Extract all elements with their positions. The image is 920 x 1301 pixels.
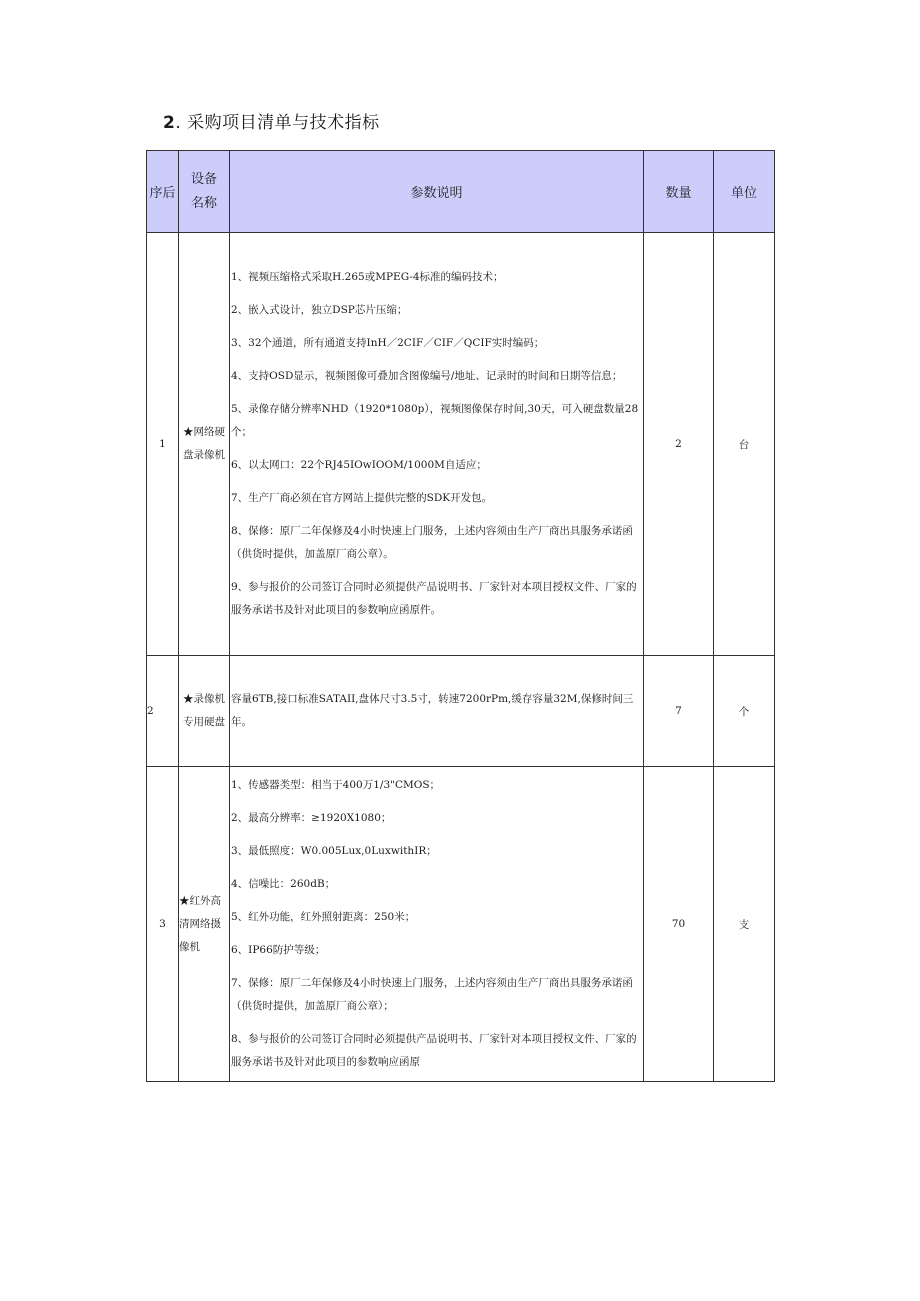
spec-line: 5、录像存储分辨率NHD（1920*1080p），视频图像保存时间,30天，可入硬盘数量28个； bbox=[231, 403, 639, 438]
section-number: 2 bbox=[163, 113, 176, 133]
row-index: 3 bbox=[147, 767, 179, 1082]
spec-line: 1、视频压缩格式采取H.265或MPEG-4标准的编码技术； bbox=[231, 271, 504, 283]
spec-line: 3、32个通道，所有通道支持InH／2CIF／CIF／QCIF实时编码； bbox=[231, 337, 545, 349]
spec-line: 9、参与报价的公司签订合同时必须提供产品说明书、厂家针对本项目授权文件、厂家的服务承诺书及针对此项目的参数响应函原件。 bbox=[231, 581, 637, 616]
spec-line: 8、参与报价的公司签订合同时必须提供产品说明书、厂家针对本项目授权文件、厂家的服务承诺书及针对此项目的参数响应函原 bbox=[231, 1033, 637, 1068]
header-name bbox=[179, 151, 230, 233]
table-row bbox=[147, 656, 775, 767]
header-qty: 数量 bbox=[644, 151, 714, 233]
row-device-name: ★红外高清网络摄像机 bbox=[179, 767, 230, 1082]
spec-line: 2、最高分辨率：≥1920X1080； bbox=[231, 812, 392, 824]
spec-line: 4、支持OSD显示，视频图像可叠加含图像编号/地址、记录时的时间和日期等信息； bbox=[231, 370, 623, 382]
spec-line: 2、嵌入式设计，独立DSP芯片压缩； bbox=[231, 304, 408, 316]
row-spec bbox=[230, 233, 644, 656]
header-index: 序后 bbox=[147, 151, 179, 233]
row-qty: 7 bbox=[644, 656, 714, 767]
table-row bbox=[147, 233, 775, 656]
row-index: 1 bbox=[147, 233, 179, 656]
spec-line: 3、最低照度：W0.005Lux,0LuxwithIR； bbox=[231, 845, 437, 857]
row-device-name: ★录像机专用硬盘 bbox=[179, 656, 230, 767]
spec-line: 8、保修：原厂二年保修及4小时快速上门服务，上述内容须由生产厂商出具服务承诺函（供货时提供，加盖原厂商公章）。 bbox=[231, 525, 633, 560]
spec-line: 5、红外功能，红外照射距离：250米； bbox=[231, 911, 416, 923]
row-qty: 2 bbox=[644, 233, 714, 656]
section-title-text: . 采购项目清单与技术指标 bbox=[175, 113, 380, 133]
spec-line: 4、信噪比：260dB； bbox=[231, 878, 336, 890]
spec-line: 容量6TB,接口标准SATAII,盘体尺寸3.5寸，转速7200rPm,缓存容量32M,保修时间三年。 bbox=[231, 693, 634, 728]
spec-line: 7、保修：原厂二年保修及4小时快速上门服务，上述内容须由生产厂商出具服务承诺函（供货时提供，加盖原厂商公章）； bbox=[231, 977, 633, 1012]
row-device-name: ★网络硬盘录像机 bbox=[179, 233, 230, 656]
spec-line: 6、IP66防护等级； bbox=[231, 944, 326, 956]
table-row bbox=[147, 767, 775, 1082]
header-unit: 单位 bbox=[714, 151, 775, 233]
row-unit: 台 bbox=[714, 233, 775, 656]
section-title bbox=[163, 108, 380, 133]
header-spec: 参数说明 bbox=[230, 151, 644, 233]
header-row bbox=[147, 151, 775, 233]
procurement-table bbox=[146, 150, 775, 1082]
spec-line: 6、以太网口：22个RJ45IOwIOOM/1000M自适应； bbox=[231, 459, 487, 471]
spec-line: 1、传感器类型：相当于400万1/3"CMOS； bbox=[231, 779, 441, 791]
row-unit: 个 bbox=[714, 656, 775, 767]
row-index: 2 bbox=[147, 656, 179, 767]
spec-line: 7、生产厂商必须在官方网站上提供完整的SDK开发包。 bbox=[231, 492, 493, 504]
header-name-line1: 设备 bbox=[190, 171, 217, 187]
row-unit: 支 bbox=[714, 767, 775, 1082]
header-name-line2: 名称 bbox=[190, 195, 217, 211]
row-spec bbox=[230, 767, 644, 1082]
row-qty: 70 bbox=[644, 767, 714, 1082]
row-spec bbox=[230, 656, 644, 767]
